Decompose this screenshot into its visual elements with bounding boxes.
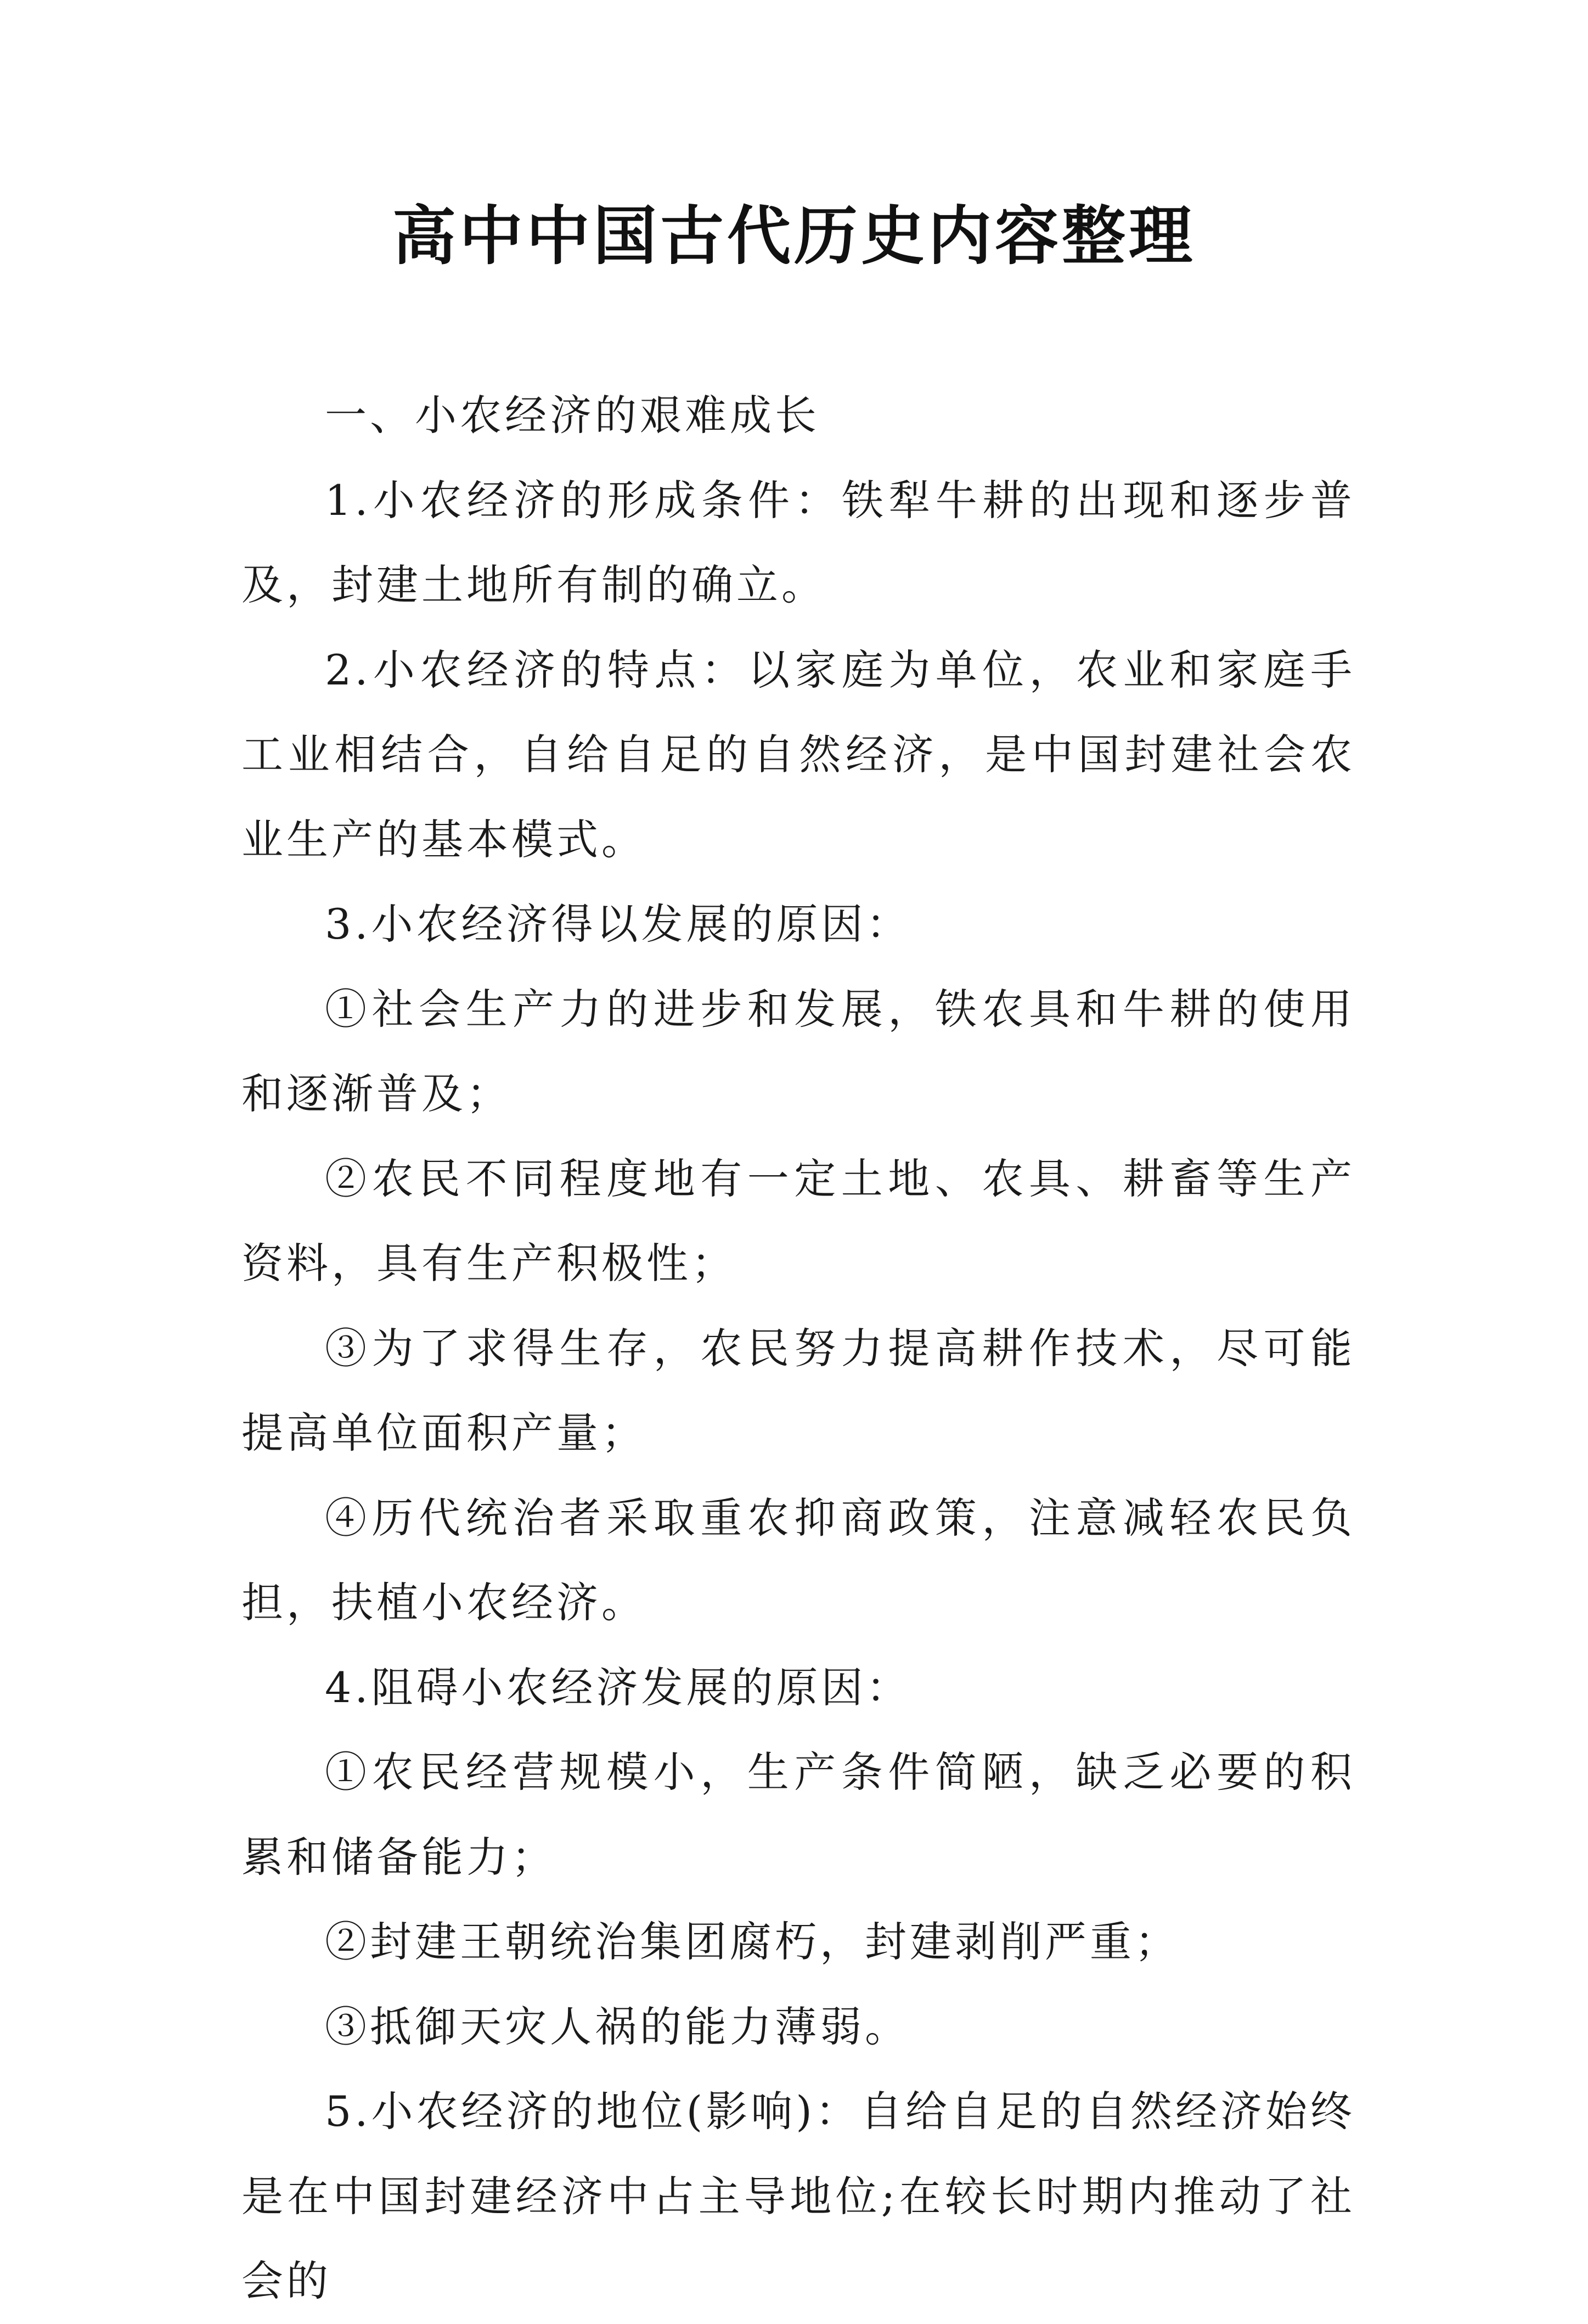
section-heading: 一、小农经济的艰难成长 xyxy=(325,391,820,440)
list-item-obstacle-1: ①农民经营规模小，生产条件简陋，缺乏必要的积累和储备能力； xyxy=(241,1748,1355,1882)
paragraph-development-reasons: 3.小农经济得以发展的原因： xyxy=(325,900,911,948)
paragraph-status-influence: 5.小农经济的地位(影响)：自给自足的自然经济始终是在中国封建经济中占主导地位;在较长时期内推动了社会的 xyxy=(241,2087,1355,2305)
paragraph-obstacles: 4.阻碍小农经济发展的原因： xyxy=(325,1663,911,1712)
list-item-reason-2: ②农民不同程度地有一定土地、农具、耕畜等生产资料，具有生产积极性； xyxy=(241,1154,1355,1288)
document-body xyxy=(241,373,1355,2324)
document-title: 高中中国古代历史内容整理 xyxy=(392,199,1196,273)
list-item-reason-3: ③为了求得生存，农民努力提高耕作技术，尽可能提高单位面积产量； xyxy=(241,1323,1355,1457)
list-item-reason-4: ④历代统治者采取重农抑商政策，注意减轻农民负担，扶植小农经济。 xyxy=(241,1493,1355,1627)
paragraph-formation-conditions: 1.小农经济的形成条件：铁犁牛耕的出现和逐步普及，封建土地所有制的确立。 xyxy=(241,475,1355,609)
list-item-obstacle-3: ③抵御天灾人祸的能力薄弱。 xyxy=(325,2002,910,2051)
list-item-reason-1: ①社会生产力的进步和发展，铁农具和牛耕的使用和逐渐普及； xyxy=(241,984,1355,1118)
list-item-obstacle-2: ②封建王朝统治集团腐朽，封建剥削严重； xyxy=(325,1917,1180,1966)
paragraph-characteristics: 2.小农经济的特点：以家庭为单位，农业和家庭手工业相结合，自给自足的自然经济，是中国封建社会农业生产的基本模式。 xyxy=(241,645,1355,864)
